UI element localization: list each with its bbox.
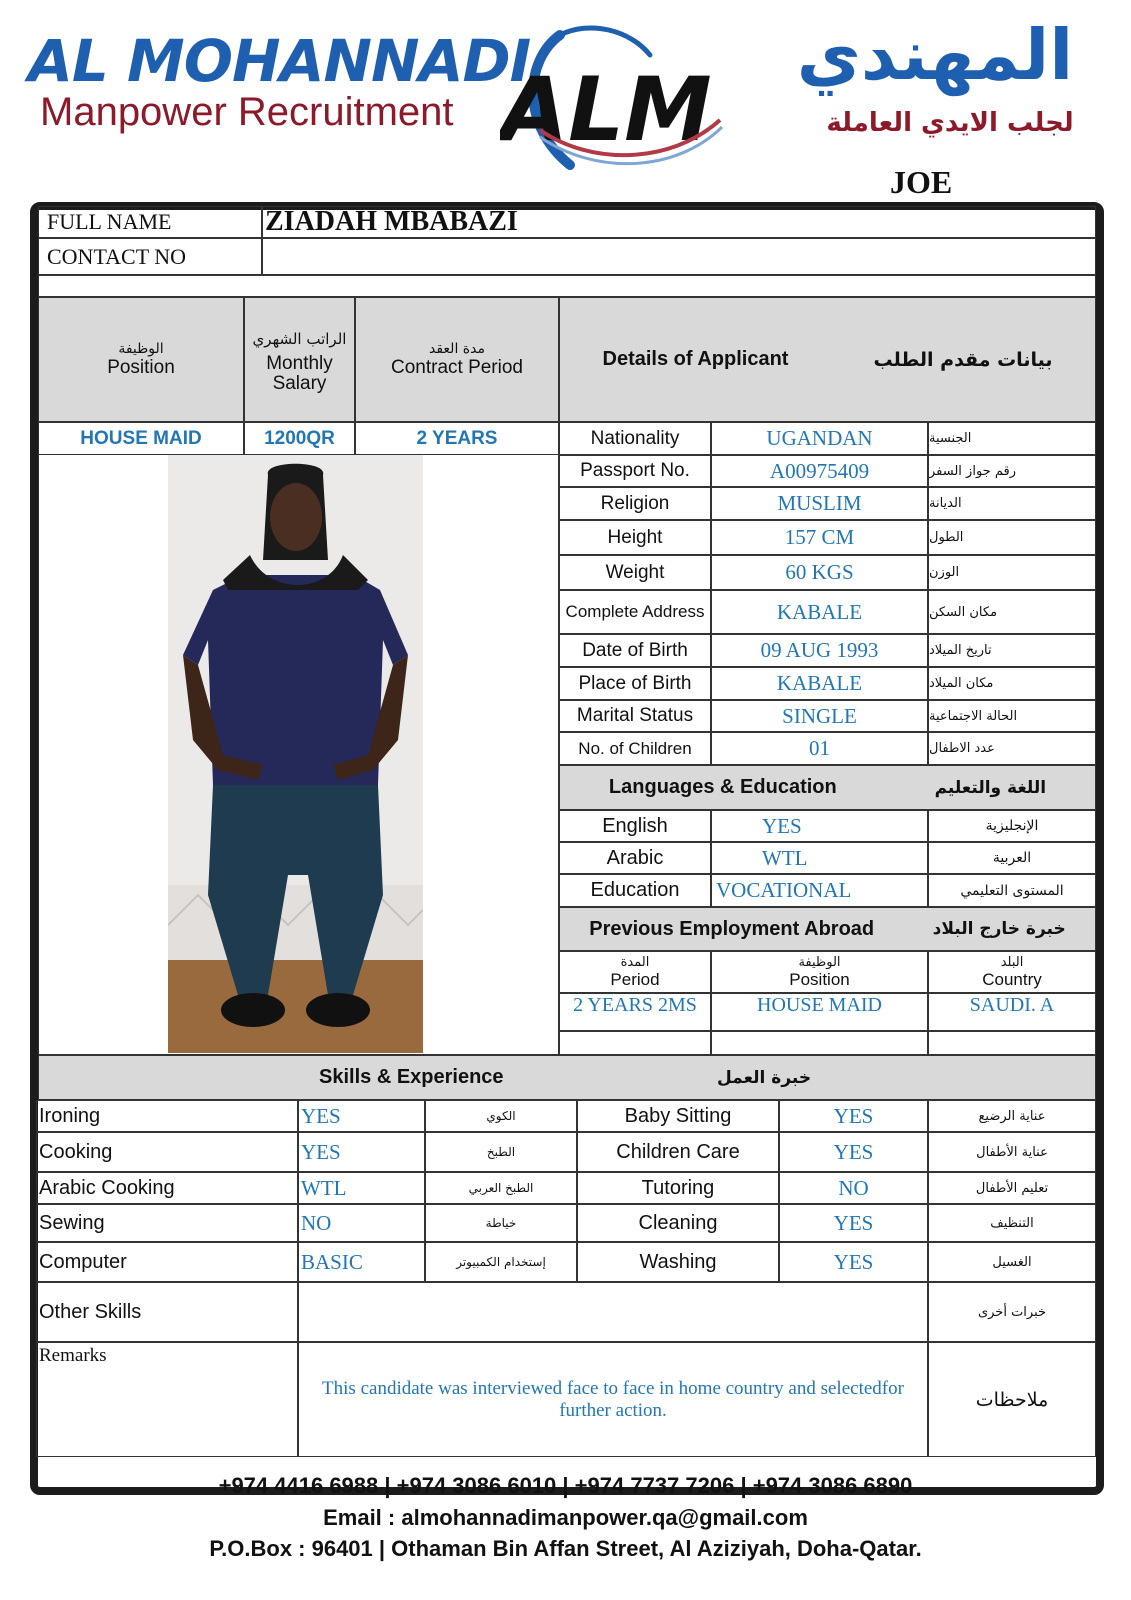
company-name-english: AL MOHANNADI <box>28 27 531 95</box>
position-header-en: Position <box>107 356 175 378</box>
languages-title-ar: اللغة والتعليم <box>934 777 1047 798</box>
applicant-field-value: MUSLIM <box>711 487 928 520</box>
contact-value <box>262 238 1096 275</box>
skill-value: NO <box>298 1204 425 1242</box>
other-skills-ar: خبرات أخرى <box>928 1282 1096 1342</box>
logo-text: ALM <box>500 58 712 161</box>
remarks-label: Remarks <box>36 1342 298 1457</box>
applicant-details-title: Details of Applicant <box>602 348 789 370</box>
contract-value: 2 YEARS <box>355 422 559 455</box>
salary-header-en: Monthly Salary <box>266 352 333 394</box>
applicant-field-ar: الطول <box>928 520 1096 555</box>
skill-label: Baby Sitting <box>577 1100 779 1132</box>
applicant-field-label: Nationality <box>559 422 711 455</box>
company-name-arabic: المهندي <box>796 14 1074 96</box>
employment-country-header <box>928 951 1096 993</box>
applicant-field-label: Complete Address <box>559 590 711 634</box>
contract-header-ar: مدة العقد <box>429 340 485 357</box>
employment-header <box>559 907 1096 951</box>
full-name-label: FULL NAME <box>38 206 262 238</box>
agent-code: JOE <box>890 164 953 200</box>
skill-label: Sewing <box>36 1204 298 1242</box>
applicant-field-ar: عدد الاطفال <box>928 732 1096 765</box>
applicant-field-value: 01 <box>711 732 928 765</box>
skill-value: WTL <box>298 1172 425 1204</box>
skill-ar: خياطة <box>425 1204 577 1242</box>
applicant-field-ar: الجنسية <box>928 422 1096 455</box>
skills-title: Skills & Experience <box>319 1066 504 1088</box>
languages-header <box>559 765 1096 810</box>
skill-label: Children Care <box>577 1132 779 1172</box>
language-label: Arabic <box>559 842 711 874</box>
language-label: English <box>559 810 711 842</box>
skills-header <box>38 1055 1096 1100</box>
applicant-field-ar: الديانة <box>928 487 1096 520</box>
applicant-field-value: 157 CM <box>711 520 928 555</box>
spacer-row <box>38 275 1096 297</box>
language-ar: الإنجليزية <box>928 810 1096 842</box>
employment-empty-cell <box>711 1031 928 1055</box>
employment-period-header <box>559 951 711 993</box>
applicant-field-value: KABALE <box>711 590 928 634</box>
applicant-field-value: KABALE <box>711 667 928 700</box>
skill-ar: إستخدام الكمبيوتر <box>425 1242 577 1282</box>
employment-empty-cell <box>559 1031 711 1055</box>
applicant-field-value: SINGLE <box>711 700 928 732</box>
salary-value: 1200QR <box>244 422 355 455</box>
contract-header <box>355 297 559 422</box>
applicant-details-title-ar: بيانات مقدم الطلب <box>873 348 1053 371</box>
skill-label: Computer <box>36 1242 298 1282</box>
employment-period-en: Period <box>610 969 660 989</box>
employment-period-value: 2 YEARS 2MS <box>559 993 711 1031</box>
employment-period-ar: المدة <box>620 954 650 970</box>
skill-value: YES <box>779 1132 928 1172</box>
full-name-value: ZIADAH MBABAZI <box>262 206 1096 238</box>
skill-ar: الطبخ <box>425 1132 577 1172</box>
applicant-field-label: Passport No. <box>559 455 711 487</box>
other-skills-label: Other Skills <box>36 1282 298 1342</box>
company-tagline-arabic: لجلب الايدي العاملة <box>826 108 1074 138</box>
skill-ar: عناية الأطفال <box>928 1132 1096 1172</box>
applicant-field-ar: رقم جواز السفر <box>928 455 1096 487</box>
applicant-field-label: No. of Children <box>559 732 711 765</box>
employment-position-ar: الوظيفة <box>798 954 841 970</box>
skill-value: YES <box>298 1100 425 1132</box>
applicant-field-label: Religion <box>559 487 711 520</box>
footer-address: P.O.Box : 96401 | Othaman Bin Affan Street, Al Aziziyah, Doha-Qatar. <box>209 1536 922 1561</box>
skills-title-ar: خبرة العمل <box>717 1067 812 1088</box>
salary-header-ar: الراتب الشهري <box>252 330 347 349</box>
skill-value: YES <box>779 1242 928 1282</box>
position-header <box>38 297 244 422</box>
language-value: VOCATIONAL <box>711 874 928 907</box>
remarks-value: This candidate was interviewed face to face in home country and selectedfor further action. <box>298 1342 928 1457</box>
applicant-field-ar: مكان السكن <box>928 590 1096 634</box>
company-tagline-english: Manpower Recruitment <box>40 90 454 134</box>
skill-label: Washing <box>577 1242 779 1282</box>
applicant-details-header <box>559 297 1096 422</box>
skill-ar: الطبخ العربي <box>425 1172 577 1204</box>
skill-ar: التنظيف <box>928 1204 1096 1242</box>
footer-phones: +974 4416 6988 | +974 3086 6010 | +974 7737 7206 | +974 3086 6890 <box>218 1473 913 1498</box>
applicant-field-label: Height <box>559 520 711 555</box>
remarks-ar: ملاحظات <box>928 1342 1096 1457</box>
skill-label: Cleaning <box>577 1204 779 1242</box>
applicant-field-ar: مكان الميلاد <box>928 667 1096 700</box>
applicant-field-value: UGANDAN <box>711 422 928 455</box>
applicant-field-ar: تاريخ الميلاد <box>928 634 1096 667</box>
employment-title: Previous Employment Abroad <box>589 917 875 940</box>
skill-ar: الغسيل <box>928 1242 1096 1282</box>
position-value: HOUSE MAID <box>38 422 244 455</box>
language-value: YES <box>711 810 928 842</box>
skill-value: YES <box>779 1100 928 1132</box>
skill-ar: عناية الرضيع <box>928 1100 1096 1132</box>
employment-title-ar: خبرة خارج البلاد <box>932 919 1066 939</box>
skill-value: YES <box>298 1132 425 1172</box>
applicant-field-value: 09 AUG 1993 <box>711 634 928 667</box>
skill-label: Ironing <box>36 1100 298 1132</box>
language-value: WTL <box>711 842 928 874</box>
employment-empty-cell <box>928 1031 1096 1055</box>
applicant-field-label: Place of Birth <box>559 667 711 700</box>
applicant-field-label: Marital Status <box>559 700 711 732</box>
salary-header <box>244 297 355 422</box>
applicant-field-label: Date of Birth <box>559 634 711 667</box>
languages-title: Languages & Education <box>608 776 837 798</box>
footer-email: Email : almohannadimanpower.qa@gmail.com <box>323 1505 808 1530</box>
other-skills-value <box>298 1282 928 1342</box>
employment-position-header <box>711 951 928 993</box>
company-logo <box>500 15 725 180</box>
skill-ar: الكوي <box>425 1100 577 1132</box>
skill-label: Cooking <box>36 1132 298 1172</box>
employment-position-en: Position <box>789 969 850 989</box>
contract-header-en: Contract Period <box>390 356 523 378</box>
employment-position-value: HOUSE MAID <box>711 993 928 1031</box>
language-label: Education <box>559 874 711 907</box>
employment-country-ar: البلد <box>1000 954 1024 970</box>
applicant-field-ar: الوزن <box>928 555 1096 590</box>
applicant-field-value: 60 KGS <box>711 555 928 590</box>
applicant-field-ar: الحالة الاجتماعية <box>928 700 1096 732</box>
employment-country-value: SAUDI. A <box>928 993 1096 1031</box>
applicant-photo <box>168 455 423 1053</box>
skill-label: Arabic Cooking <box>36 1172 298 1204</box>
applicant-field-value: A00975409 <box>711 455 928 487</box>
skill-value: NO <box>779 1172 928 1204</box>
skill-value: BASIC <box>298 1242 425 1282</box>
skill-value: YES <box>779 1204 928 1242</box>
position-header-ar: الوظيفة <box>118 340 164 357</box>
applicant-field-label: Weight <box>559 555 711 590</box>
language-ar: العربية <box>928 842 1096 874</box>
skill-ar: تعليم الأطفال <box>928 1172 1096 1204</box>
skill-label: Tutoring <box>577 1172 779 1204</box>
language-ar: المستوى التعليمي <box>928 874 1096 907</box>
contact-label: CONTACT NO <box>38 238 262 275</box>
employment-country-en: Country <box>982 969 1042 989</box>
